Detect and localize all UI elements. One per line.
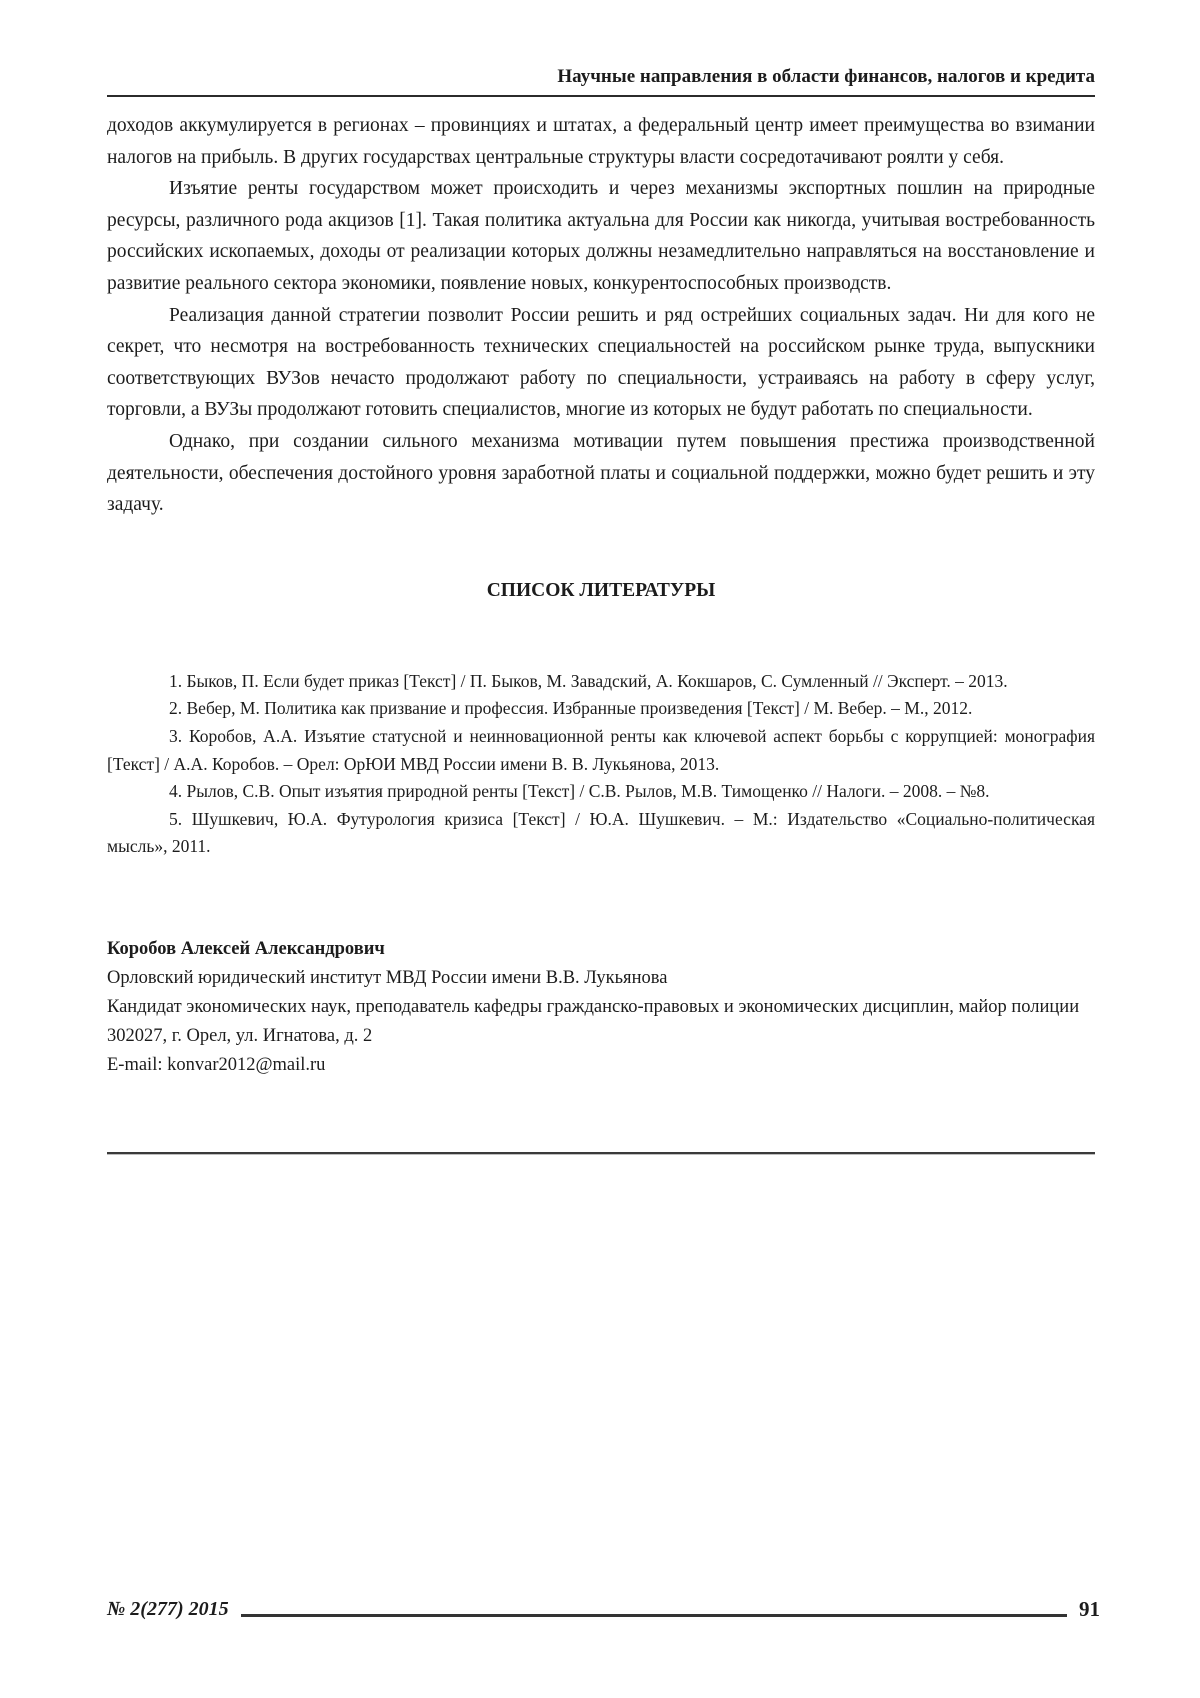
page-footer	[107, 1596, 1100, 1622]
body-paragraph: Изъятие ренты государством может происходить и через механизмы экспортных пошлин на природные ресурсы, различного рода акцизов [1]. Такая политика актуальна для России как никогда, учитывая востребованность российских ископаемых, доходы от реализации которых должны незамедлительно направляться на восстановление и развитие реального сектора экономики, появление новых, конкурентоспособных производств.	[107, 178, 1095, 294]
references-list	[107, 668, 1095, 861]
running-header	[107, 62, 1095, 97]
author-info	[107, 935, 1095, 1080]
journal-issue-label: № 2(277) 2015	[107, 1598, 229, 1620]
body-paragraph: доходов аккумулируется в регионах – провинциях и штатах, а федеральный центр имеет преимущества во взимании налогов на прибыль. В других государствах центральные структуры власти сосредотачивают роялти у себя.	[107, 115, 1095, 168]
reference-item: 1. Быков, П. Если будет приказ [Текст] / П. Быков, М. Завадский, А. Кокшаров, С. Сумленный // Эксперт. – 2013.	[169, 670, 1008, 691]
reference-item: 3. Коробов, А.А. Изъятие статусной и неинновационной ренты как ключевой аспект борьбы с коррупцией: монография [Текст] / А.А. Коробов. – Орел: ОрЮИ МВД России имени В. В. Лукьянова, 2013.	[107, 725, 1095, 774]
references-heading: СПИСОК ЛИТЕРАТУРЫ	[486, 579, 716, 601]
reference-item: 5. Шушкевич, Ю.А. Футурология кризиса [Текст] / Ю.А. Шушкевич. – М.: Издательство «Социально-политическая мысль», 2011.	[107, 808, 1095, 857]
section-divider-rule	[107, 1152, 1095, 1155]
running-header-title: Научные направления в области финансов, налогов и кредита	[557, 66, 1095, 87]
author-name: Коробов Алексей Александрович	[107, 938, 385, 959]
author-affiliation: Орловский юридический институт МВД России имени В.В. Лукьянова	[107, 967, 668, 988]
reference-item: 2. Вебер, М. Политика как призвание и профессия. Избранные произведения [Текст] / М. Вебер. – М., 2012.	[169, 698, 973, 719]
page-content	[107, 62, 1095, 1163]
author-address: 302027, г. Орел, ул. Игнатова, д. 2	[107, 1025, 373, 1046]
reference-item: 4. Рылов, С.В. Опыт изъятия природной ренты [Текст] / С.В. Рылов, М.В. Тимощенко // Налоги. – 2008. – №8.	[169, 781, 990, 802]
article-body	[107, 110, 1095, 521]
body-paragraph: Однако, при создании сильного механизма мотивации путем повышения престижа производственной деятельности, обеспечения достойного уровня заработной платы и социальной поддержки, можно будет решить и эту задачу.	[107, 430, 1095, 516]
author-position: Кандидат экономических наук, преподаватель кафедры гражданско-правовых и экономических дисциплин, майор полиции	[107, 996, 1080, 1017]
author-email: E-mail: konvar2012@mail.ru	[107, 1054, 326, 1075]
footer-rule	[241, 1614, 1067, 1617]
page-number: 91	[1079, 1597, 1100, 1621]
body-paragraph: Реализация данной стратегии позволит России решить и ряд острейших социальных задач. Ни для кого не секрет, что несмотря на востребованность технических специальностей на российском рынке труда, выпускники соответствующих ВУЗов нечасто продолжают работу по специальности, устраиваясь на работу в сферу услуг, торговли, а ВУЗы продолжают готовить специалистов, многие из которых не будут работать по специальности.	[107, 304, 1095, 421]
